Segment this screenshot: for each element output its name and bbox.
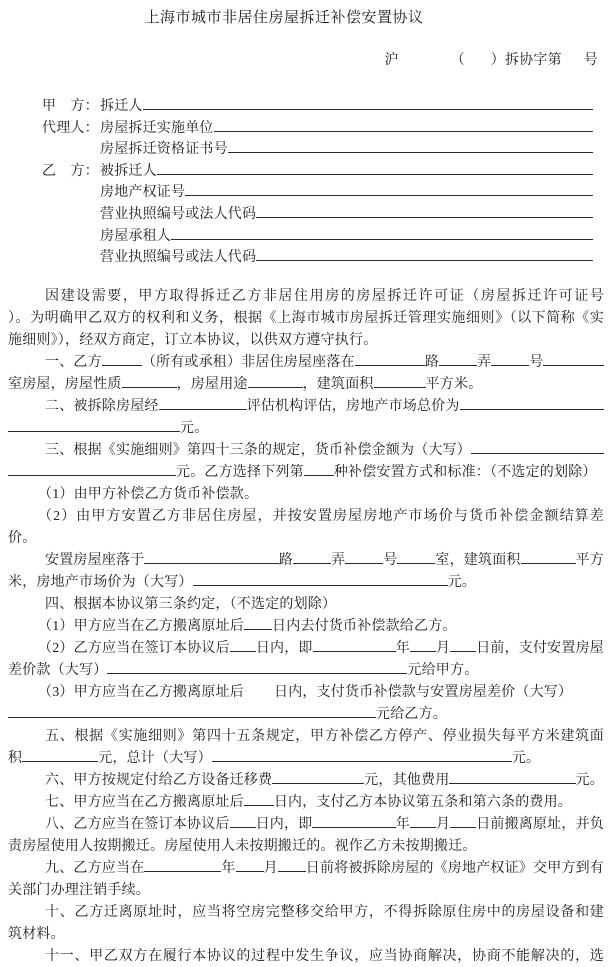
text-segment: 平方米。 xyxy=(425,376,483,392)
text-segment: 六、甲方按规定付给乙方设备迁移费 xyxy=(45,772,273,788)
blank-field[interactable] xyxy=(157,162,593,175)
blank-field[interactable] xyxy=(8,463,176,476)
blank-field[interactable] xyxy=(491,353,529,366)
blank-field[interactable] xyxy=(355,353,425,366)
text-segment: 日内，支付乙方本协议第五条和第六条的费用。 xyxy=(273,794,573,810)
blank-field[interactable] xyxy=(450,815,476,828)
blank-field[interactable] xyxy=(272,771,364,784)
text-segment: 平方 xyxy=(575,552,604,568)
text-segment: 八、乙方应当在签订本协议后 xyxy=(45,816,230,832)
text-segment: ，建筑面积 xyxy=(302,376,374,392)
text-segment: 元，总计（大写） xyxy=(98,750,212,766)
text-segment: 号 xyxy=(583,53,598,68)
body-line xyxy=(8,374,604,396)
body-line xyxy=(8,704,604,726)
blank-field[interactable] xyxy=(8,419,180,432)
blank-field[interactable] xyxy=(410,639,436,652)
blank-field[interactable] xyxy=(345,551,383,564)
blank-field[interactable] xyxy=(212,749,512,762)
blank-field[interactable] xyxy=(193,573,448,586)
blank-field[interactable] xyxy=(313,639,396,652)
blank-field[interactable] xyxy=(471,441,604,454)
body-line: 因建设需要，甲方取得拆迁乙方非居住用房的房屋拆迁许可证（房屋拆迁许可证号 xyxy=(45,288,604,304)
text-segment: 日前搬离原址，并负 xyxy=(476,816,604,832)
blank-field[interactable] xyxy=(256,205,593,218)
blank-field[interactable] xyxy=(256,248,593,261)
blank-field[interactable] xyxy=(144,551,278,564)
text-segment: 日前，支付安置房屋 xyxy=(476,640,604,656)
body-line xyxy=(8,550,604,572)
text-segment: 沪 xyxy=(384,53,399,68)
body-line xyxy=(8,396,604,418)
party-row xyxy=(42,225,593,247)
text-segment: ，房屋用途 xyxy=(176,376,248,392)
body-line xyxy=(8,682,604,704)
blank-field[interactable] xyxy=(543,353,604,366)
blank-field[interactable] xyxy=(312,815,395,828)
party-row xyxy=(42,181,593,203)
text-segment: （3）甲方应当在乙方搬离原址后 xyxy=(38,684,244,700)
text-segment: 元。 xyxy=(447,574,477,590)
body-line xyxy=(8,880,604,902)
text-segment: 施细则》），经双方商定，订立本协议，以供双方遵守执行。 xyxy=(8,332,378,348)
blank-field[interactable] xyxy=(410,815,436,828)
body-line xyxy=(8,638,604,660)
text-segment: 二、被拆除房屋经 xyxy=(45,398,159,414)
text-segment: 四、根据本协议第三条约定，（不选定的划除） xyxy=(45,596,337,612)
body-line xyxy=(8,924,604,946)
text-segment: （2）乙方应当在签订本协议后 xyxy=(38,640,230,656)
body-line xyxy=(8,440,604,462)
body-line xyxy=(8,660,604,682)
party-row xyxy=(42,117,593,139)
text-segment: 差价款（大写） xyxy=(8,662,108,678)
party-row xyxy=(42,95,593,117)
body-line xyxy=(8,418,604,440)
blank-field[interactable] xyxy=(102,353,142,366)
text-segment: 安置房屋座落于 xyxy=(45,552,145,568)
text-segment: 弄 xyxy=(330,552,346,568)
party-prefix: 代理人： xyxy=(42,120,99,136)
body-line: 五、根据《实施细则》第四十五条规定，甲方补偿乙方停产、停业损失每平方米建筑面 xyxy=(45,728,604,744)
text-segment: ）拆协字第 xyxy=(490,53,562,68)
body-line xyxy=(8,858,604,880)
text-segment: （ xyxy=(450,53,465,68)
party-fields xyxy=(0,95,612,268)
blank-field[interactable] xyxy=(122,375,177,388)
body-line xyxy=(8,352,604,374)
text-segment: 关部门办理注销手续。 xyxy=(8,882,150,898)
party-row xyxy=(42,138,593,160)
text-segment: 年 xyxy=(395,816,410,832)
text-segment: 日内，支付货币补偿款与安置房屋差价（大写） xyxy=(274,684,573,700)
party-field-label: 被拆迁人 xyxy=(100,163,157,179)
blank-field[interactable] xyxy=(107,661,407,674)
text-segment: （1）甲方应当在乙方搬离原址后 xyxy=(38,618,244,634)
party-field-label: 营业执照编号或法人代码 xyxy=(100,206,257,222)
blank-field[interactable] xyxy=(171,227,593,240)
party-row xyxy=(42,160,593,182)
blank-field[interactable] xyxy=(450,639,476,652)
text-segment: 责房屋使用人按期搬迁。房屋使用人未按期搬迁的。视作乙方未按期搬迁。 xyxy=(8,838,477,854)
body-line xyxy=(8,330,604,352)
gap-space xyxy=(399,63,451,64)
body-line xyxy=(8,814,604,836)
text-segment: 种补偿安置方式和标准：（不选定的划除） xyxy=(333,464,597,480)
text-segment: 积 xyxy=(8,750,23,766)
text-segment: 路 xyxy=(424,354,440,370)
blank-field[interactable] xyxy=(236,859,264,872)
party-field-label: 房地产权证号 xyxy=(100,185,186,201)
text-segment: 年 xyxy=(395,640,410,656)
text-segment: 一、乙方 xyxy=(45,354,102,370)
text-segment: 日前将被拆除房屋的《房地产权证》交甲方到有 xyxy=(305,860,604,876)
blank-field[interactable] xyxy=(8,705,376,718)
text-segment: 筑材料。 xyxy=(8,926,65,942)
body-line xyxy=(8,528,604,550)
document-title: 上海市城市非居住房屋拆迁补偿安置协议 xyxy=(144,10,424,26)
text-segment: 室，建筑面积 xyxy=(435,552,521,568)
party-prefix: 甲 方： xyxy=(42,99,99,114)
text-segment: 年 xyxy=(221,860,236,876)
party-field-label: 房屋拆迁资格证书号 xyxy=(100,142,228,158)
body-line xyxy=(8,836,604,858)
blank-field[interactable] xyxy=(374,375,426,388)
body-line xyxy=(8,572,604,594)
body-line xyxy=(8,616,604,638)
party-row xyxy=(42,203,593,225)
blank-field[interactable] xyxy=(449,771,575,784)
body-line: 十、乙方迁离原址时，应当将空房完整移交给甲方，不得拆除原住房中的房屋设备和建 xyxy=(45,904,604,920)
gap-space xyxy=(244,695,274,696)
text-segment: 评估机构评估，房地产市场总价为 xyxy=(246,398,460,414)
body-line xyxy=(8,484,604,506)
text-segment: 三、根据《实施细则》第四十三条的规定，货币补偿金额为（大写） xyxy=(45,442,471,458)
text-segment: 米，房地产市场价为（大写） xyxy=(8,574,193,590)
text-segment: 九、乙方应当在 xyxy=(45,860,145,876)
gap-space xyxy=(562,63,584,64)
text-segment: 元。 xyxy=(180,420,209,436)
text-segment: 元，其他费用 xyxy=(364,772,450,788)
text-segment: 价。 xyxy=(8,530,37,546)
party-field-label: 房屋承租人 xyxy=(100,228,171,244)
party-field-label: 拆迁人 xyxy=(100,99,143,114)
blank-field[interactable] xyxy=(228,140,593,153)
blank-field[interactable] xyxy=(278,859,306,872)
blank-field[interactable] xyxy=(244,793,274,806)
text-segment: 元给乙方。 xyxy=(376,706,447,722)
blank-field[interactable] xyxy=(144,859,221,872)
text-segment: 月 xyxy=(263,860,278,876)
blank-field[interactable] xyxy=(230,639,256,652)
agreement-body xyxy=(0,286,612,967)
body-line xyxy=(8,748,604,770)
blank-field[interactable] xyxy=(248,375,303,388)
gap-space xyxy=(465,63,491,64)
party-field-label: 营业执照编号或法人代码 xyxy=(100,250,257,266)
text-segment: （所有或承租）非居住房屋座落在 xyxy=(141,354,355,370)
party-prefix: 乙 方： xyxy=(42,163,99,179)
text-segment: 元。 xyxy=(511,750,541,766)
text-segment: 七、甲方应当在乙方搬离原址后 xyxy=(45,794,244,810)
text-segment: 元给甲方。 xyxy=(407,662,479,678)
text-segment: 月 xyxy=(435,816,451,832)
text-segment: 弄 xyxy=(477,354,492,370)
blank-field[interactable] xyxy=(244,617,272,630)
body-line: （2）由甲方安置乙方非居住房屋，并按安置房屋房地产市场价与货币补偿金额结算差 xyxy=(38,508,604,524)
body-line xyxy=(8,462,604,484)
blank-field[interactable] xyxy=(460,397,604,410)
blank-field[interactable] xyxy=(143,97,593,110)
text-segment: 日内，即 xyxy=(255,640,313,656)
blank-field[interactable] xyxy=(159,397,247,410)
blank-field[interactable] xyxy=(304,463,334,476)
blank-field[interactable] xyxy=(214,119,593,132)
party-row xyxy=(42,246,593,268)
blank-field[interactable] xyxy=(521,551,576,564)
blank-field[interactable] xyxy=(22,749,98,762)
body-line xyxy=(8,594,604,616)
blank-field[interactable] xyxy=(185,183,593,196)
text-segment: 室房屋，房屋性质 xyxy=(8,376,122,392)
text-segment: 元。乙方选择下列第 xyxy=(176,464,304,480)
party-field-label: 房屋拆迁实施单位 xyxy=(100,120,214,136)
text-segment: 元。 xyxy=(575,772,604,788)
body-line xyxy=(8,792,604,814)
body-line: 十一、甲乙双方在履行本协议的过程中发生争议，应当协商解决，协商不能解决的，选 xyxy=(45,948,604,964)
blank-field[interactable] xyxy=(230,815,256,828)
body-line: ）。为明确甲乙双方的权利和义务，根据《上海市城市房屋拆迁管理实施细则》（以下简称《实 xyxy=(8,310,604,326)
blank-field[interactable] xyxy=(439,353,477,366)
text-segment: 日内，即 xyxy=(255,816,313,832)
body-line xyxy=(8,770,604,792)
blank-field[interactable] xyxy=(397,551,435,564)
text-segment: 号 xyxy=(383,552,398,568)
text-segment: （1）由甲方补偿乙方货币补偿款。 xyxy=(38,486,259,502)
document-number-line xyxy=(0,50,612,72)
text-segment: 路 xyxy=(278,552,293,568)
text-segment: 月 xyxy=(435,640,451,656)
text-segment: 号 xyxy=(529,354,544,370)
blank-field[interactable] xyxy=(293,551,331,564)
text-segment: 日内去付货币补偿款给乙方。 xyxy=(272,618,457,634)
